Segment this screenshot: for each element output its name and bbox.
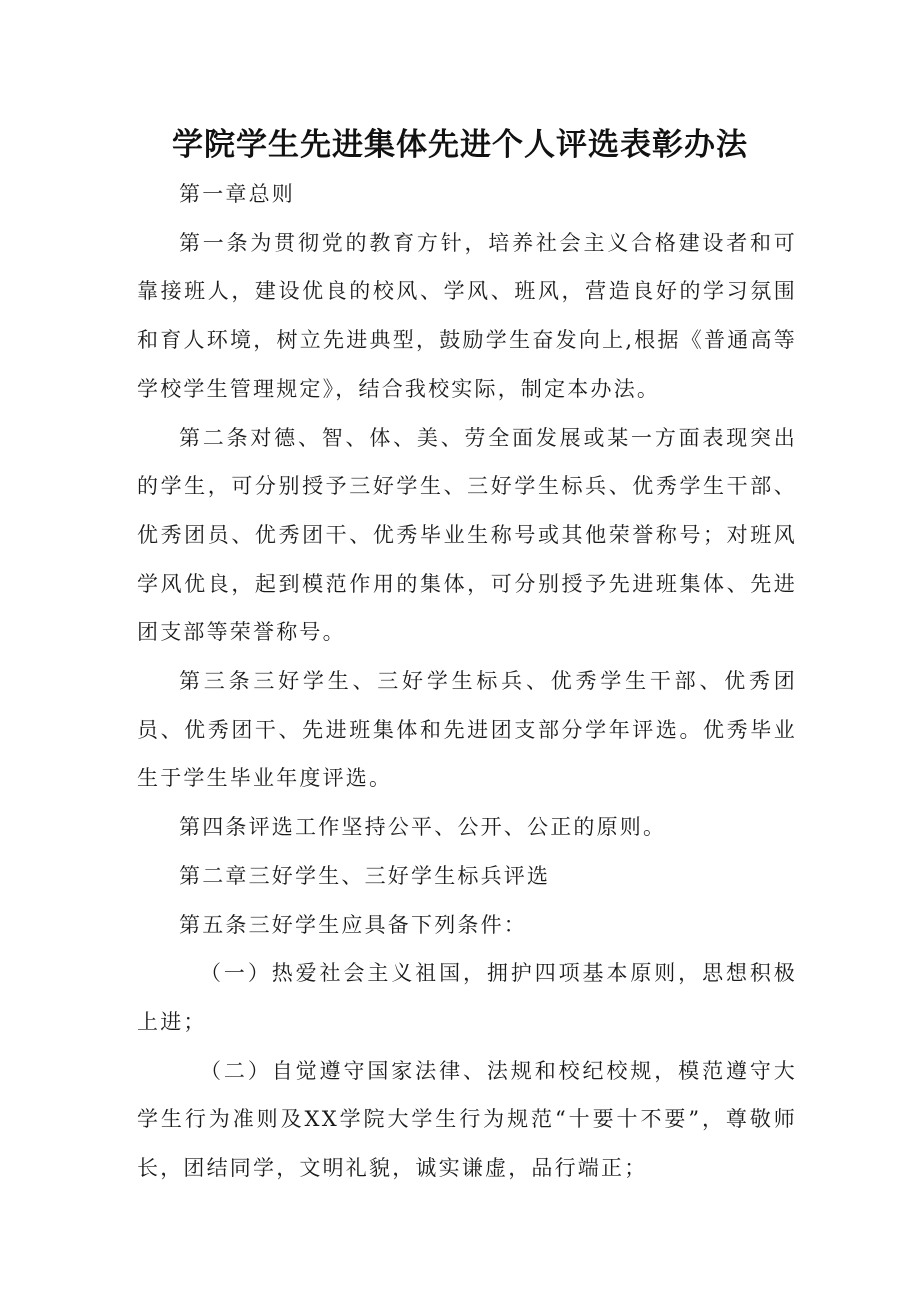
chapter-heading: 第一章总则 [179, 182, 295, 206]
document-title: 学院学生先进集体先进个人评选表彰办法 [172, 126, 748, 163]
clause-paragraph: （一）热爱社会主义祖国，拥护四项基本原则，思想积极上进； [137, 961, 797, 1034]
document-body [137, 170, 797, 1193]
clause-paragraph: （二）自觉遵守国家法律、法规和校纪校规，模范遵守大学生行为准则及XX学院大学生行为规范“十要十不要”，尊敬师长，团结同学，文明礼貌，诚实谦虚，品行端正； [137, 1058, 797, 1181]
article-paragraph: 第一条为贯彻党的教育方针，培养社会主义合格建设者和可靠接班人，建设优良的校风、学风、班风，营造良好的学习氛围和育人环境，树立先进典型，鼓励学生奋发向上,根据《普通高等学校学生管理规定》，结合我校实际，制定本办法。 [137, 230, 797, 401]
chapter-heading: 第二章三好学生、三好学生标兵评选 [179, 863, 551, 888]
article-paragraph: 第四条评选工作坚持公平、公开、公正的原则。 [179, 815, 667, 840]
article-paragraph: 第五条三好学生应具备下列条件： [179, 912, 527, 937]
article-paragraph: 第三条三好学生、三好学生标兵、优秀学生干部、优秀团员、优秀团干、先进班集体和先进团支部分学年评选。优秀毕业生于学生毕业年度评选。 [137, 669, 797, 791]
article-paragraph: 第二条对德、智、体、美、劳全面发展或某一方面表现突出的学生，可分别授予三好学生、三好学生标兵、优秀学生干部、优秀团员、优秀团干、优秀毕业生称号或其他荣誉称号；对班风学风优良，起到模范作用的集体，可分别授予先进班集体、先进团支部等荣誉称号。 [137, 425, 797, 645]
